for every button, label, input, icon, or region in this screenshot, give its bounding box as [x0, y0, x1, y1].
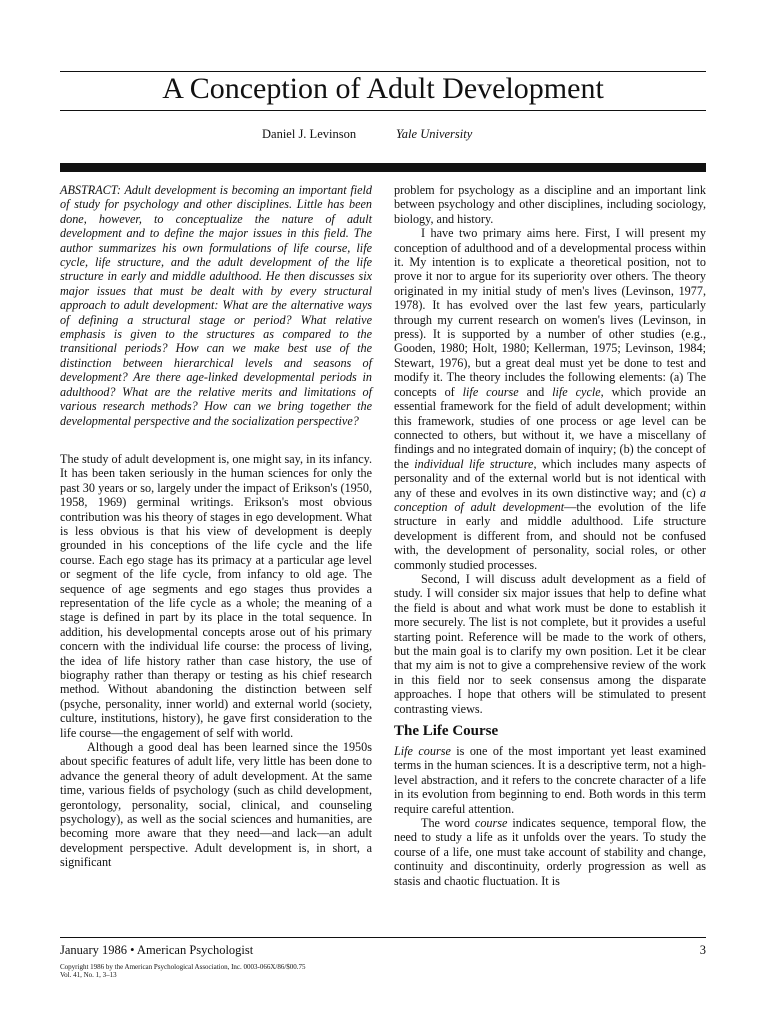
abstract-text: Adult development is becoming an important field of study for psychology and other disciplines. Little has been done, however, to conceptualize the nature of adult development and to define the major issues in this field. The author summarizes his own formulations of life course, life cycle, life structure, and the adult development of the life structure in early and middle adulthood. He then discusses six major issues that must be dealt with by every structural approach to adult development: What are the alternative ways of defining a structural stage or period? What relative emphasis is given to the structures as compared to the transitional periods? How can we make best use of the distinction between hierarchical levels and seasons of development? Are there age-linked developmental periods in adulthood? What are the relative merits and limitations of various research methods? How can we bring together the developmental perspective and the socialization perspective?: [60, 183, 373, 428]
body-paragraph-7: [394, 816, 706, 888]
text-run: is one of the most important yet least examined terms in the human sciences. It is a descriptive term, not a high-level abstraction, and it refers to the concrete character of a life in its evolution from beginning to end. Both words in this term require careful attention.: [394, 744, 707, 816]
right-column: [394, 183, 706, 888]
left-column: [60, 183, 372, 870]
text-run: indicates sequence, temporal flow, the need to study a life as it unfolds over the years. To study the course of a life, one must take account of stability and change, continuity and discontinuity, orderly progression as well as stasis and chaotic fluctuation. It is: [394, 816, 706, 888]
text-run: —the evolution of the life structure in early and middle adulthood. Life structure development is different from, and should not be confused with, the development of personality, social roles, or other commonly studied processes.: [394, 499, 706, 572]
italic-term: individual life structure,: [414, 456, 537, 471]
abstract: [60, 183, 372, 428]
title-underline-rule: [60, 110, 706, 111]
copyright-notice: [60, 963, 306, 979]
footer-rule: [60, 937, 706, 938]
footer-journal-line: January 1986 • American Psychologist: [60, 943, 254, 957]
italic-term: life course: [462, 384, 519, 399]
body-paragraph-5: Second, I will discuss adult development as a field of study. I will consider six major issues that help to define what the field is about and what work must be done to establish it more securely. The list is not complete, but it provides a useful starting point. Reference will be made to the work of others, but the main goal is to clarify my own position. Let it be clear that my aim is not to give a comprehensive review of the work in this field nor to seek consensus among the disparate approaches. I hope that others will be stimulated to present contrasting views.: [394, 571, 706, 716]
author-affiliation: Yale University: [396, 127, 473, 141]
abstract-spacer: [60, 428, 372, 452]
page-number: 3: [699, 943, 706, 957]
italic-term: course: [474, 816, 508, 831]
italic-term: life cycle,: [552, 384, 604, 399]
text-run: The word: [421, 816, 475, 831]
body-paragraph-6: [394, 744, 706, 816]
body-paragraph-1: The study of adult development is, one might say, in its infancy. It has been taken seriously in the human sciences for only the past 30 years or so, largely under the impact of Erikson's (1950, 1958, 1969) germinal writings. Erikson's most obvious contribution was his theory of stages in ego development. What is less obvious is that his view of development is deeply grounded in his conceptions of the life cycle and the life course. Each ego stage has its primacy at a particular age level or segment of the life cycle, from infancy to old age. The sequence of age segments and ego stages thus provides a representation of the life cycle as a whole; the meaning of a stage is defined in part by its place in the total sequence. In addition, his developmental concepts arose out of his primary concern with the individual life course: the process of living, the idea of life history rather than case history, the use of biography rather than therapy or testing as his chief research method. Without abandoning the distinction between self (psyche, personality, inner world) and external world (society, culture, institutions, history), he gave first consideration to the life course—the engagement of self with world.: [60, 451, 372, 740]
body-paragraph-2: Although a good deal has been learned since the 1950s about specific features of adult life, very little has been done to advance the general theory of adult development. At the same time, various fields of psychology (such as child development, gerontology, personality, social, clinical, and counseling psychology), as well as the social sciences and humanities, are becoming more aware that they need—and lack—an adult development perspective. Adult development is, in short, a significant: [60, 740, 372, 870]
author-name: Daniel J. Levinson: [262, 127, 357, 141]
italic-term: a conception of adult development: [394, 485, 706, 514]
abstract-label: ABSTRACT:: [60, 183, 121, 197]
copyright-line-1: Copyright 1986 by the American Psychological Association, Inc. 0003-066X/86/$00.75: [60, 963, 306, 971]
section-heading-life-course: The Life Course: [394, 723, 499, 740]
text-run: I have two primary aims here. First, I will present my conception of adulthood and of a developmental process within it. My intention is to explicate a theoretical position, not to prove it nor to argue for its superiority over others. The theory originated in my initial study of men's lives (Levinson, 1977, 1978). It has evolved over the last few years, particularly through my current research on women's lives (Levinson, in press). It is supported by a number of other studies (e.g., Gooden, 1980; Holt, 1980; Kellerman, 1975; Levinson, 1984; Stewart, 1976), but a great deal must yet be done to test and modify it. The theory includes the following elements: (a) The concepts of: [394, 226, 706, 399]
italic-term: Life course: [394, 744, 451, 759]
body-paragraph-4: [394, 226, 706, 572]
body-paragraph-3: problem for psychology as a discipline and an important link between psychology and other disciplines, including sociology, biology, and history.: [394, 183, 706, 226]
text-run: and: [518, 384, 553, 399]
thick-divider-bar: [60, 163, 706, 172]
text-run: which includes many aspects of personality and of the external world but is not identical with any of these and evolves in its own distinctive way; and (c): [394, 456, 707, 500]
article-title: A Conception of Adult Development: [162, 72, 604, 105]
text-run: which provide an essential framework for the field of adult development; within this framework, studies of one process or age level can be connected to others, but without it, we have a miscellany of findings and no integrated domain of inquiry; (b) the concept of the: [394, 384, 707, 471]
copyright-line-2: Vol. 41, No. 1, 3–13: [60, 971, 117, 979]
